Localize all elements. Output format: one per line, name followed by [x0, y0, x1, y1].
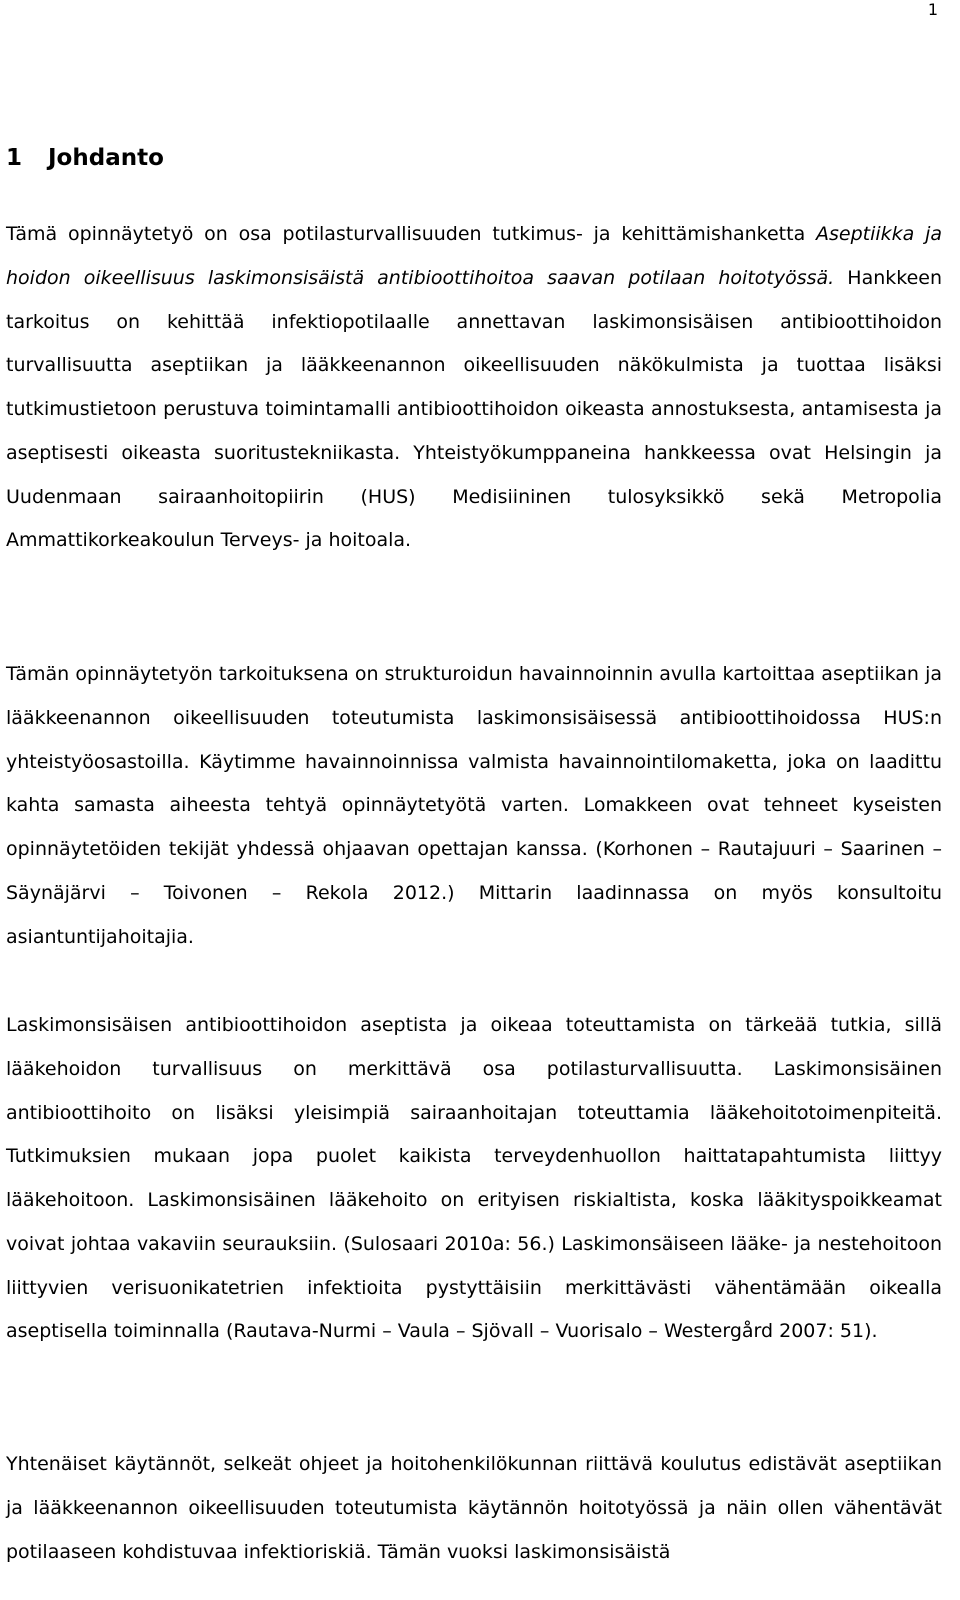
paragraph-text: Tämä opinnäytetyö on osa potilasturvallisuuden tutkimus- ja kehittämishanketta [6, 223, 816, 245]
project-title-italic: Aseptiikka ja hoidon oikeellisuus laskimonsisäistä antibioottihoitoa saavan potilaan hoitotyössä. [6, 223, 943, 289]
paragraph-importance: Laskimonsisäisen antibioottihoidon aseptista ja oikeaa toteuttamista on tärkeää tutkia, sillä lääkehoidon turvallisuus on merkittävä osa potilasturvallisuutta. Laskimonsisäinen antibioottihoito on lisäksi yleisimpiä sairaanhoitajan toteuttamia lääkehoitotoimenpiteitä. Tutkimuksien mukaan jopa puolet kaikista terveydenhuollon haittatapahtumista liittyy lääkehoitoon. Laskimonsisäinen lääkehoito on erityisen riskialtista, koska lääkityspoikkeamat voivat johtaa vakaviin seurauksiin. (Sulosaari 2010a: 56.) Laskimonsäiseen lääke- ja nestehoitoon liittyvien verisuonikatetrien infektioita pystyttäisiin merkittävästi vähentämään oikealla aseptisella toiminnalla (Rautava-Nurmi – Vaula – Sjövall – Vuorisalo – Westergård 2007: 51). [6, 1014, 942, 1343]
paragraph-project-description [6, 213, 942, 563]
paragraph-thesis-purpose: Tämän opinnäytetyön tarkoituksena on strukturoidun havainnoinnin avulla kartoittaa aseptiikan ja lääkkeenannon oikeellisuuden toteutumista laskimonsisäisessä antibioottihoidossa HUS:n yhteistyöosastoilla. Käytimme havainnoinnissa valmista havainnointilomaketta, joka on laadittu kahta samasta aiheesta tehtyä opinnäytetyötä varten. Lomakkeen ovat tehneet kyseisten opinnäytetöiden tekijät yhdessä ohjaavan opettajan kanssa. (Korhonen – Rautajuuri – Saarinen – Säynäjärvi – Toivonen – Rekola 2012.) Mittarin laadinnassa on myös konsultoitu asiantuntijahoitajia. [6, 663, 942, 948]
chapter-title: Johdanto [48, 145, 164, 171]
page-number: 1 [927, 0, 938, 19]
paragraph-practices: Yhtenäiset käytännöt, selkeät ohjeet ja hoitohenkilökunnan riittävä koulutus edistävät aseptiikan ja lääkkeenannon oikeellisuuden toteutumista käytännön hoitotyössä ja näin ollen vähentävät potilaaseen kohdistuvaa infektioriskiä. Tämän vuoksi laskimonsisäistä [6, 1453, 942, 1563]
chapter-heading [6, 142, 164, 174]
paragraph-text: Hankkeen tarkoitus on kehittää infektiopotilaalle annettavan laskimonsisäisen antibioottihoidon turvallisuutta aseptiikan ja lääkkeenannon oikeellisuuden näkökulmista ja tuottaa lisäksi tutkimustietoon perustuva toimintamalli antibioottihoidon oikeasta annostuksesta, antamisesta ja aseptisesti oikeasta suoritustekniikasta. Yhteistyökumppaneina hankkeessa ovat Helsingin ja Uudenmaan sairaanhoitopiirin (HUS) Medisiininen tulosyksikkö sekä Metropolia Ammattikorkeakoulun Terveys- ja hoitoala. [6, 266, 943, 552]
chapter-number: 1 [6, 145, 23, 171]
